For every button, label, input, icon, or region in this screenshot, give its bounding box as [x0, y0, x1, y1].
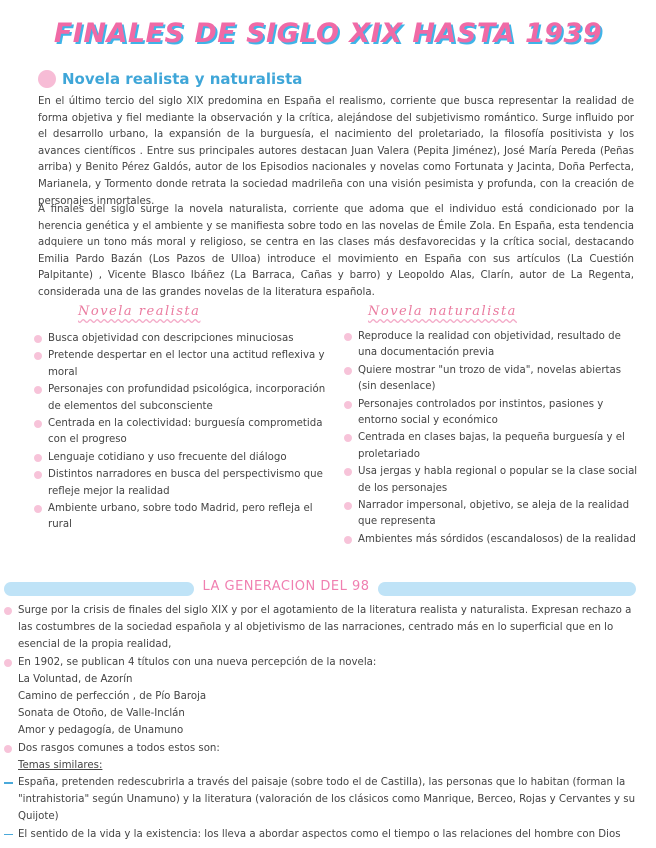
list-item: Personajes controlados por instintos, pasiones y entorno social y económico [344, 397, 640, 430]
realista-list [34, 331, 330, 535]
list-item: Centrada en la colectividad: burguesía comprometida con el progreso [34, 416, 330, 449]
g98-temas-label: Temas similares: [18, 759, 103, 771]
list-item: Ambientes más sórdidos (escandalosos) de la realidad [344, 532, 640, 548]
list-item: Ambiente urbano, sobre todo Madrid, pero refleja el rural [34, 501, 330, 534]
bullet-circle-icon [38, 70, 56, 88]
paragraph-naturalismo: A finales del siglo surge la novela naturalista, corriente que adoma que el individuo está condicionado por la herencia genética y el ambiente y se manifiesta sobre todo en las novelas de Émile Zola. En España, esta tendencia adquiere un tono más moral y religioso, se centra en las clases más desfavorecidas y la crítica social, destacando Emilia Pardo Bazán (Los Pazos de Ulloa) introduce el movimiento en España con sus artículos (La Cuestión Palpitante) , Vicente Blasco Ibáñez (La Barraca, Cañas y barro) y Leopoldo Alas, Clarín, autor de La Regenta, considerada una de las grandes novelas de la literatura española. [38, 204, 634, 298]
section-title: Novela realista y naturalista [62, 70, 303, 88]
paragraph-realismo: En el último tercio del siglo XIX predomina en España el realismo, corriente que busca representar la realidad de forma objetiva y fiel mediante la observación y la crítica, alejándose del subjetivismo romántico. Surge influido por el desarrollo urbano, la expansión de la burguesía, el nacimiento del proletariado, la filosofía positivista y los avances científicos . Entre sus principales autores destacan Juan Valera (Pepita Jiménez), José María Pereda (Peñas arriba) y Benito Pérez Galdós, autor de los Episodios nacionales y novelas como Fortunata y Jacinta, Doña Perfecta, Marianela, y Tormento donde retrata la sociedad madrileña con una visión pesimista y profunda, con la creación de personajes inmortales. [38, 96, 634, 207]
banner-bar-right [378, 582, 636, 596]
g98-title: Amor y pedagogía, de Unamuno [18, 725, 184, 737]
banner-bar-left [4, 582, 194, 596]
g98-tema-espana: España, pretenden redescubrirla a través del paisaje (sobre todo el de Castilla), las personas que lo habitan (forman la "intrahistoria" según Unamuno) y la literatura (valoración de los clásicos como Manrique, Berceo, Rojas y Cervantes y su Quijote) [4, 774, 642, 826]
list-item: Pretende despertar en el lector una actitud reflexiva y moral [34, 348, 330, 381]
list-item: Usa jergas y habla regional o popular se la clase social de los personajes [344, 464, 640, 497]
list-item: Narrador impersonal, objetivo, se aleja de la realidad que representa [344, 498, 640, 531]
list-item: Busca objetividad con descripciones minuciosas [34, 331, 330, 347]
generacion98-banner [4, 579, 636, 599]
g98-tema-vida: El sentido de la vida y la existencia: los lleva a abordar aspectos como el tiempo o las relaciones del hombre con Dios [4, 826, 642, 843]
g98-temas-heading [4, 757, 642, 774]
list-item: Quiere mostrar "un trozo de vida", novelas abiertas (sin desenlace) [344, 363, 640, 396]
generacion98-heading: LA GENERACION DEL 98 [202, 579, 370, 594]
list-item: Lenguaje cotidiano y uso frecuente del diálogo [34, 450, 330, 466]
list-item: Reproduce la realidad con objetividad, resultado de una documentación previa [344, 329, 640, 362]
generacion98-body [4, 602, 642, 843]
list-item: Distintos narradores en busca del perspectivismo que refleje mejor la realidad [34, 467, 330, 500]
g98-title: La Voluntad, de Azorín [18, 673, 133, 685]
list-item: Centrada en clases bajas, la pequeña burguesía y el proletariado [344, 430, 640, 463]
page-title: FINALES DE SIGLO XIX HASTA 1939 [53, 18, 603, 49]
naturalista-list [344, 329, 640, 549]
g98-intro: Surge por la crisis de finales del siglo XIX y por el agotamiento de la literatura realista y naturalista. Expresan rechazo a las costumbres de la sociedad española y al objetivismo de las narraciones, centrado más en lo superficial que en lo esencial de la propia realidad, [4, 602, 642, 654]
g98-titles-intro: En 1902, se publican 4 títulos con una nueva percepción de la novela: [4, 654, 642, 671]
naturalista-heading: Novela naturalista [368, 304, 517, 319]
g98-rasgos: Dos rasgos comunes a todos estos son: [4, 740, 642, 757]
list-item: Personajes con profundidad psicológica, incorporación de elementos del subconsciente [34, 382, 330, 415]
g98-title: Sonata de Otoño, de Valle-Inclán [18, 708, 185, 720]
realista-heading: Novela realista [78, 304, 201, 319]
g98-title: Camino de perfección , de Pío Baroja [18, 691, 207, 703]
section-heading [38, 69, 302, 89]
